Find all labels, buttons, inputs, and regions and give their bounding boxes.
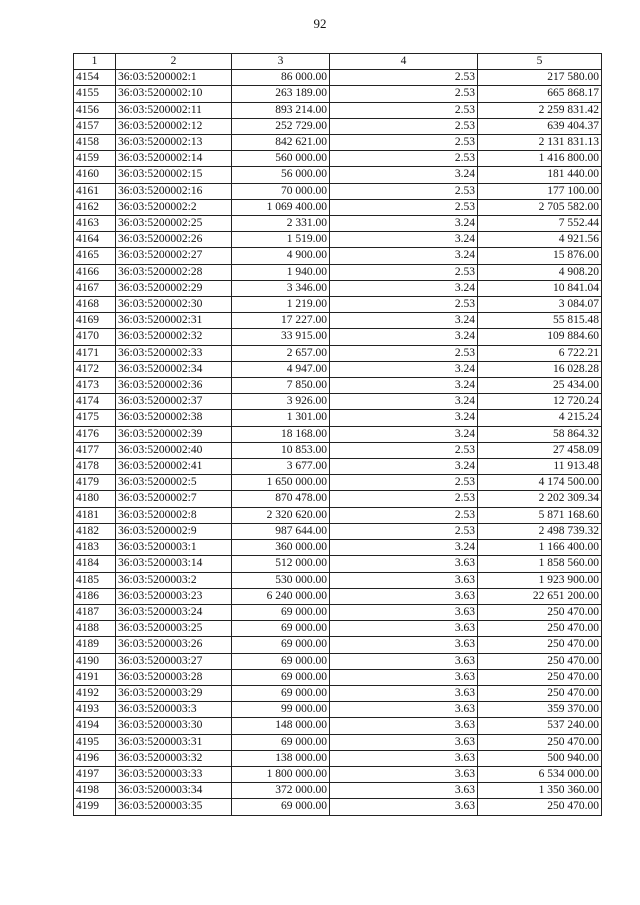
table-row	[74, 702, 602, 718]
value-cell: 70 000.00	[232, 183, 330, 199]
row-number-cell: 4158	[74, 135, 116, 151]
table-row	[74, 135, 602, 151]
table-row	[74, 653, 602, 669]
value-cell: 4 947.00	[232, 361, 330, 377]
total-cell: 665 868.17	[478, 86, 602, 102]
rate-cell: 2.53	[330, 475, 478, 491]
total-cell: 639 404.37	[478, 118, 602, 134]
table-row	[74, 637, 602, 653]
cadastral-number-cell: 36:03:5200002:26	[116, 232, 232, 248]
total-cell: 250 470.00	[478, 621, 602, 637]
total-cell: 177 100.00	[478, 183, 602, 199]
rate-cell: 3.63	[330, 718, 478, 734]
table-row	[74, 280, 602, 296]
table-row	[74, 167, 602, 183]
table-row	[74, 199, 602, 215]
cadastral-number-cell: 36:03:5200002:9	[116, 523, 232, 539]
value-cell: 17 227.00	[232, 313, 330, 329]
table-row	[74, 313, 602, 329]
rate-cell: 3.63	[330, 734, 478, 750]
total-cell: 1 416 800.00	[478, 151, 602, 167]
row-number-cell: 4155	[74, 86, 116, 102]
row-number-cell: 4194	[74, 718, 116, 734]
table-row	[74, 442, 602, 458]
rate-cell: 3.24	[330, 459, 478, 475]
total-cell: 6 534 000.00	[478, 766, 602, 782]
total-cell: 27 458.09	[478, 442, 602, 458]
cadastral-number-cell: 36:03:5200002:25	[116, 216, 232, 232]
value-cell: 1 219.00	[232, 297, 330, 313]
value-cell: 2 320 620.00	[232, 507, 330, 523]
value-cell: 148 000.00	[232, 718, 330, 734]
table-row	[74, 572, 602, 588]
header-row	[74, 54, 602, 70]
table-row	[74, 799, 602, 815]
cadastral-number-cell: 36:03:5200003:28	[116, 669, 232, 685]
total-cell: 6 722.21	[478, 345, 602, 361]
table-header	[74, 54, 602, 70]
table-row	[74, 70, 602, 86]
rate-cell: 2.53	[330, 70, 478, 86]
rate-cell: 2.53	[330, 118, 478, 134]
row-number-cell: 4193	[74, 702, 116, 718]
cadastral-number-cell: 36:03:5200002:14	[116, 151, 232, 167]
value-cell: 263 189.00	[232, 86, 330, 102]
total-cell: 4 174 500.00	[478, 475, 602, 491]
cadastral-number-cell: 36:03:5200002:40	[116, 442, 232, 458]
rate-cell: 2.53	[330, 523, 478, 539]
table-row	[74, 783, 602, 799]
cadastral-number-cell: 36:03:5200002:12	[116, 118, 232, 134]
value-cell: 69 000.00	[232, 685, 330, 701]
table-row	[74, 766, 602, 782]
total-cell: 55 815.48	[478, 313, 602, 329]
row-number-cell: 4182	[74, 523, 116, 539]
value-cell: 69 000.00	[232, 734, 330, 750]
value-cell: 69 000.00	[232, 621, 330, 637]
row-number-cell: 4167	[74, 280, 116, 296]
value-cell: 870 478.00	[232, 491, 330, 507]
value-cell: 372 000.00	[232, 783, 330, 799]
cadastral-number-cell: 36:03:5200002:15	[116, 167, 232, 183]
row-number-cell: 4156	[74, 102, 116, 118]
rate-cell: 3.24	[330, 232, 478, 248]
rate-cell: 3.63	[330, 604, 478, 620]
table-row	[74, 118, 602, 134]
total-cell: 4 921.56	[478, 232, 602, 248]
total-cell: 250 470.00	[478, 604, 602, 620]
rate-cell: 3.24	[330, 426, 478, 442]
cadastral-number-cell: 36:03:5200002:10	[116, 86, 232, 102]
cadastral-number-cell: 36:03:5200003:2	[116, 572, 232, 588]
rate-cell: 2.53	[330, 102, 478, 118]
cadastral-number-cell: 36:03:5200002:29	[116, 280, 232, 296]
total-cell: 5 871 168.60	[478, 507, 602, 523]
cadastral-number-cell: 36:03:5200003:14	[116, 556, 232, 572]
table-row	[74, 232, 602, 248]
total-cell: 2 202 309.34	[478, 491, 602, 507]
rate-cell: 2.53	[330, 86, 478, 102]
table-row	[74, 86, 602, 102]
row-number-cell: 4159	[74, 151, 116, 167]
cadastral-number-cell: 36:03:5200002:8	[116, 507, 232, 523]
rate-cell: 3.24	[330, 280, 478, 296]
table-row	[74, 248, 602, 264]
total-cell: 2 705 582.00	[478, 199, 602, 215]
value-cell: 33 915.00	[232, 329, 330, 345]
cadastral-number-cell: 36:03:5200003:1	[116, 540, 232, 556]
table-row	[74, 361, 602, 377]
value-cell: 252 729.00	[232, 118, 330, 134]
total-cell: 22 651 200.00	[478, 588, 602, 604]
cadastral-number-cell: 36:03:5200003:24	[116, 604, 232, 620]
row-number-cell: 4166	[74, 264, 116, 280]
row-number-cell: 4175	[74, 410, 116, 426]
total-cell: 250 470.00	[478, 653, 602, 669]
table-body	[74, 70, 602, 815]
total-cell: 12 720.24	[478, 394, 602, 410]
value-cell: 512 000.00	[232, 556, 330, 572]
value-cell: 560 000.00	[232, 151, 330, 167]
rate-cell: 3.24	[330, 313, 478, 329]
value-cell: 7 850.00	[232, 378, 330, 394]
row-number-cell: 4161	[74, 183, 116, 199]
row-number-cell: 4165	[74, 248, 116, 264]
value-cell: 1 650 000.00	[232, 475, 330, 491]
table-row	[74, 102, 602, 118]
cadastral-number-cell: 36:03:5200002:5	[116, 475, 232, 491]
row-number-cell: 4197	[74, 766, 116, 782]
table-row	[74, 604, 602, 620]
value-cell: 1 069 400.00	[232, 199, 330, 215]
rate-cell: 3.24	[330, 329, 478, 345]
total-cell: 500 940.00	[478, 750, 602, 766]
table-row	[74, 378, 602, 394]
total-cell: 217 580.00	[478, 70, 602, 86]
total-cell: 4 908.20	[478, 264, 602, 280]
cadastral-number-cell: 36:03:5200002:32	[116, 329, 232, 345]
rate-cell: 3.63	[330, 750, 478, 766]
value-cell: 842 621.00	[232, 135, 330, 151]
rate-cell: 3.24	[330, 167, 478, 183]
table-row	[74, 734, 602, 750]
rate-cell: 3.24	[330, 378, 478, 394]
row-number-cell: 4154	[74, 70, 116, 86]
rate-cell: 2.53	[330, 345, 478, 361]
total-cell: 2 259 831.42	[478, 102, 602, 118]
cadastral-number-cell: 36:03:5200002:37	[116, 394, 232, 410]
cadastral-number-cell: 36:03:5200003:29	[116, 685, 232, 701]
total-cell: 1 166 400.00	[478, 540, 602, 556]
total-cell: 2 498 739.32	[478, 523, 602, 539]
rate-cell: 3.63	[330, 588, 478, 604]
cadastral-number-cell: 36:03:5200002:38	[116, 410, 232, 426]
table-row	[74, 491, 602, 507]
total-cell: 2 131 831.13	[478, 135, 602, 151]
value-cell: 987 644.00	[232, 523, 330, 539]
rate-cell: 3.63	[330, 556, 478, 572]
row-number-cell: 4163	[74, 216, 116, 232]
row-number-cell: 4186	[74, 588, 116, 604]
row-number-cell: 4171	[74, 345, 116, 361]
table-row	[74, 556, 602, 572]
table-row	[74, 750, 602, 766]
cadastral-number-cell: 36:03:5200002:13	[116, 135, 232, 151]
cadastral-number-cell: 36:03:5200003:35	[116, 799, 232, 815]
table-row	[74, 588, 602, 604]
cadastral-number-cell: 36:03:5200002:2	[116, 199, 232, 215]
cadastral-number-cell: 36:03:5200002:11	[116, 102, 232, 118]
row-number-cell: 4183	[74, 540, 116, 556]
cadastral-number-cell: 36:03:5200002:7	[116, 491, 232, 507]
cadastral-number-cell: 36:03:5200003:33	[116, 766, 232, 782]
column-header-4: 4	[330, 54, 478, 70]
cadastral-number-cell: 36:03:5200002:27	[116, 248, 232, 264]
table-row	[74, 621, 602, 637]
table-row	[74, 540, 602, 556]
rate-cell: 3.24	[330, 410, 478, 426]
table-row	[74, 394, 602, 410]
row-number-cell: 4176	[74, 426, 116, 442]
value-cell: 1 301.00	[232, 410, 330, 426]
total-cell: 250 470.00	[478, 637, 602, 653]
page-number: 92	[313, 16, 327, 31]
table-row	[74, 297, 602, 313]
total-cell: 7 552.44	[478, 216, 602, 232]
rate-cell: 3.24	[330, 540, 478, 556]
row-number-cell: 4190	[74, 653, 116, 669]
row-number-cell: 4169	[74, 313, 116, 329]
rate-cell: 3.63	[330, 766, 478, 782]
row-number-cell: 4199	[74, 799, 116, 815]
row-number-cell: 4191	[74, 669, 116, 685]
table-row	[74, 426, 602, 442]
total-cell: 1 858 560.00	[478, 556, 602, 572]
cadastral-number-cell: 36:03:5200002:30	[116, 297, 232, 313]
total-cell: 25 434.00	[478, 378, 602, 394]
table-row	[74, 507, 602, 523]
rate-cell: 2.53	[330, 264, 478, 280]
row-number-cell: 4196	[74, 750, 116, 766]
total-cell: 10 841.04	[478, 280, 602, 296]
total-cell: 181 440.00	[478, 167, 602, 183]
value-cell: 69 000.00	[232, 799, 330, 815]
row-number-cell: 4160	[74, 167, 116, 183]
cadastral-number-cell: 36:03:5200002:39	[116, 426, 232, 442]
rate-cell: 3.63	[330, 799, 478, 815]
table-row	[74, 151, 602, 167]
value-cell: 2 657.00	[232, 345, 330, 361]
rate-cell: 3.24	[330, 216, 478, 232]
total-cell: 109 884.60	[478, 329, 602, 345]
table-row	[74, 475, 602, 491]
total-cell: 15 876.00	[478, 248, 602, 264]
value-cell: 69 000.00	[232, 637, 330, 653]
value-cell: 138 000.00	[232, 750, 330, 766]
cadastral-number-cell: 36:03:5200002:1	[116, 70, 232, 86]
row-number-cell: 4162	[74, 199, 116, 215]
table-row	[74, 329, 602, 345]
value-cell: 69 000.00	[232, 669, 330, 685]
rate-cell: 3.24	[330, 394, 478, 410]
row-number-cell: 4189	[74, 637, 116, 653]
row-number-cell: 4192	[74, 685, 116, 701]
row-number-cell: 4181	[74, 507, 116, 523]
total-cell: 537 240.00	[478, 718, 602, 734]
table-row	[74, 345, 602, 361]
total-cell: 250 470.00	[478, 799, 602, 815]
value-cell: 18 168.00	[232, 426, 330, 442]
table-row	[74, 523, 602, 539]
row-number-cell: 4184	[74, 556, 116, 572]
rate-cell: 3.63	[330, 783, 478, 799]
value-cell: 4 900.00	[232, 248, 330, 264]
row-number-cell: 4157	[74, 118, 116, 134]
row-number-cell: 4170	[74, 329, 116, 345]
rate-cell: 3.63	[330, 685, 478, 701]
total-cell: 359 370.00	[478, 702, 602, 718]
row-number-cell: 4198	[74, 783, 116, 799]
cadastral-number-cell: 36:03:5200003:25	[116, 621, 232, 637]
value-cell: 10 853.00	[232, 442, 330, 458]
rate-cell: 2.53	[330, 507, 478, 523]
rate-cell: 3.63	[330, 572, 478, 588]
cadastral-number-cell: 36:03:5200003:26	[116, 637, 232, 653]
total-cell: 11 913.48	[478, 459, 602, 475]
rate-cell: 3.24	[330, 361, 478, 377]
cadastral-number-cell: 36:03:5200002:16	[116, 183, 232, 199]
column-header-1: 1	[74, 54, 116, 70]
rate-cell: 2.53	[330, 135, 478, 151]
table-row	[74, 718, 602, 734]
rate-cell: 2.53	[330, 442, 478, 458]
row-number-cell: 4164	[74, 232, 116, 248]
total-cell: 250 470.00	[478, 669, 602, 685]
value-cell: 3 677.00	[232, 459, 330, 475]
table-row	[74, 685, 602, 701]
cadastral-number-cell: 36:03:5200003:32	[116, 750, 232, 766]
cadastral-number-cell: 36:03:5200003:23	[116, 588, 232, 604]
cadastral-number-cell: 36:03:5200002:34	[116, 361, 232, 377]
rate-cell: 3.63	[330, 653, 478, 669]
row-number-cell: 4180	[74, 491, 116, 507]
total-cell: 250 470.00	[478, 734, 602, 750]
total-cell: 1 923 900.00	[478, 572, 602, 588]
value-cell: 1 800 000.00	[232, 766, 330, 782]
rate-cell: 2.53	[330, 151, 478, 167]
row-number-cell: 4179	[74, 475, 116, 491]
row-number-cell: 4188	[74, 621, 116, 637]
row-number-cell: 4168	[74, 297, 116, 313]
total-cell: 1 350 360.00	[478, 783, 602, 799]
cadastral-number-cell: 36:03:5200003:3	[116, 702, 232, 718]
value-cell: 360 000.00	[232, 540, 330, 556]
cadastral-number-cell: 36:03:5200002:31	[116, 313, 232, 329]
rate-cell: 3.24	[330, 248, 478, 264]
value-cell: 893 214.00	[232, 102, 330, 118]
rate-cell: 2.53	[330, 183, 478, 199]
table-row	[74, 183, 602, 199]
row-number-cell: 4177	[74, 442, 116, 458]
cadastral-number-cell: 36:03:5200002:41	[116, 459, 232, 475]
cadastral-number-cell: 36:03:5200003:30	[116, 718, 232, 734]
cadastral-number-cell: 36:03:5200002:28	[116, 264, 232, 280]
rate-cell: 3.63	[330, 637, 478, 653]
table-row	[74, 410, 602, 426]
total-cell: 3 084.07	[478, 297, 602, 313]
cadastral-number-cell: 36:03:5200002:36	[116, 378, 232, 394]
value-cell: 3 926.00	[232, 394, 330, 410]
row-number-cell: 4187	[74, 604, 116, 620]
column-header-3: 3	[232, 54, 330, 70]
value-cell: 99 000.00	[232, 702, 330, 718]
cadastral-number-cell: 36:03:5200003:27	[116, 653, 232, 669]
value-cell: 86 000.00	[232, 70, 330, 86]
table-row	[74, 216, 602, 232]
cadastral-number-cell: 36:03:5200003:34	[116, 783, 232, 799]
rate-cell: 2.53	[330, 297, 478, 313]
row-number-cell: 4185	[74, 572, 116, 588]
rate-cell: 2.53	[330, 199, 478, 215]
value-cell: 6 240 000.00	[232, 588, 330, 604]
value-cell: 56 000.00	[232, 167, 330, 183]
cadastral-number-cell: 36:03:5200003:31	[116, 734, 232, 750]
row-number-cell: 4178	[74, 459, 116, 475]
row-number-cell: 4195	[74, 734, 116, 750]
rate-cell: 3.63	[330, 669, 478, 685]
value-cell: 1 940.00	[232, 264, 330, 280]
value-cell: 3 346.00	[232, 280, 330, 296]
total-cell: 58 864.32	[478, 426, 602, 442]
table-row	[74, 669, 602, 685]
total-cell: 250 470.00	[478, 685, 602, 701]
rate-cell: 3.63	[330, 702, 478, 718]
table-row	[74, 459, 602, 475]
table-row	[74, 264, 602, 280]
row-number-cell: 4173	[74, 378, 116, 394]
rate-cell: 3.63	[330, 621, 478, 637]
data-table	[73, 53, 602, 816]
column-header-2: 2	[116, 54, 232, 70]
value-cell: 2 331.00	[232, 216, 330, 232]
cadastral-number-cell: 36:03:5200002:33	[116, 345, 232, 361]
value-cell: 1 519.00	[232, 232, 330, 248]
value-cell: 69 000.00	[232, 604, 330, 620]
row-number-cell: 4172	[74, 361, 116, 377]
value-cell: 530 000.00	[232, 572, 330, 588]
column-header-5: 5	[478, 54, 602, 70]
total-cell: 16 028.28	[478, 361, 602, 377]
value-cell: 69 000.00	[232, 653, 330, 669]
rate-cell: 2.53	[330, 491, 478, 507]
total-cell: 4 215.24	[478, 410, 602, 426]
row-number-cell: 4174	[74, 394, 116, 410]
